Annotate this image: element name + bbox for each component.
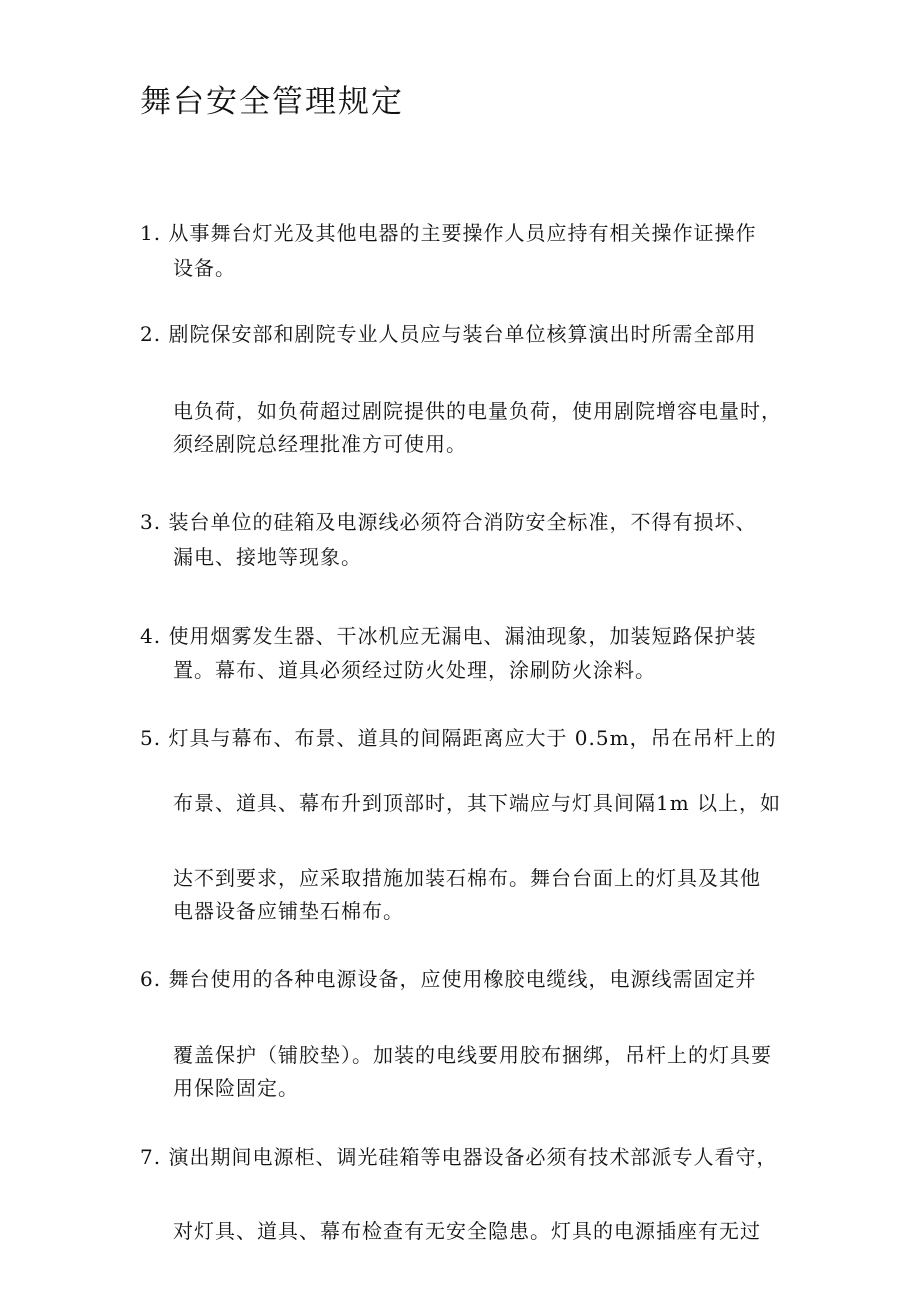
- item-3-line-1: 3. 装台单位的硅箱及电源线必须符合消防安全标准，不得有损坏、: [140, 510, 757, 534]
- item-1-line-1: 1. 从事舞台灯光及其他电器的主要操作人员应持有相关操作证操作: [140, 221, 757, 245]
- item-2-line-2: 电负荷，如负荷超过剧院提供的电量负荷，使用剧院增容电量时，: [173, 399, 782, 423]
- item-2-line-1: 2. 剧院保安部和剧院专业人员应与装台单位核算演出时所需全部用: [140, 322, 757, 346]
- item-4-line-1: 4. 使用烟雾发生器、干冰机应无漏电、漏油现象，加装短路保护装: [140, 624, 757, 648]
- item-5-line-2: 布景、道具、幕布升到顶部时，其下端应与灯具间隔1m 以上，如: [173, 791, 782, 815]
- item-5-line-1: 5. 灯具与幕布、布景、道具的间隔距离应大于 0.5m，吊在吊杆上的: [140, 726, 777, 750]
- item-4-line-2: 置。幕布、道具必须经过防火处理，涂刷防火涂料。: [173, 658, 656, 682]
- item-2-line-3: 须经剧院总经理批准方可使用。: [173, 432, 467, 456]
- item-3-line-2: 漏电、接地等现象。: [173, 545, 362, 569]
- page-title: 舞台安全管理规定: [140, 84, 404, 120]
- item-7-line-1: 7. 演出期间电源柜、调光硅箱等电器设备必须有技术部派专人看守，: [140, 1145, 778, 1169]
- item-6-line-1: 6. 舞台使用的各种电源设备，应使用橡胶电缆线，电源线需固定并: [140, 967, 757, 991]
- item-6-line-2: 覆盖保护（铺胶垫）。加装的电线要用胶布捆绑，吊杆上的灯具要: [173, 1043, 772, 1067]
- item-7-line-2: 对灯具、道具、幕布检查有无安全隐患。灯具的电源插座有无过: [173, 1219, 761, 1243]
- item-1-line-2: 设备。: [173, 256, 236, 280]
- item-5-line-4: 电器设备应铺垫石棉布。: [173, 899, 404, 923]
- item-5-line-3: 达不到要求，应采取措施加装石棉布。舞台台面上的灯具及其他: [173, 866, 761, 890]
- item-6-line-3: 用保险固定。: [173, 1076, 299, 1100]
